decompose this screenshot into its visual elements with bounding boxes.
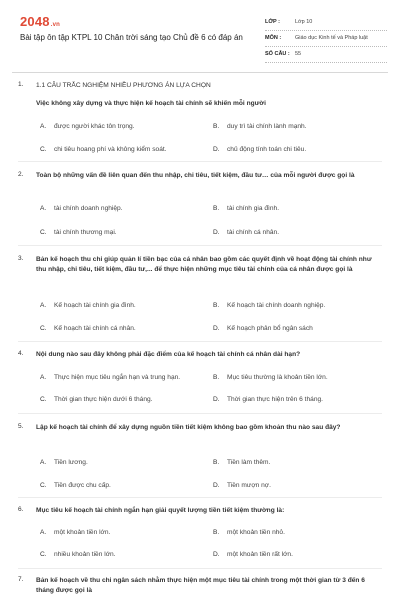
option-d[interactable] <box>213 482 271 489</box>
option-letter: C. <box>40 146 47 153</box>
option-letter: A. <box>40 205 47 212</box>
question-number: 3. <box>18 255 24 262</box>
option-text: Thực hiện mục tiêu ngắn hạn và trung hạn. <box>54 374 181 381</box>
meta-value: Giáo dục Kinh tế và Pháp luật <box>295 35 368 41</box>
option-text: tài chính gia đình. <box>227 205 280 212</box>
option-a[interactable] <box>40 459 88 466</box>
option-letter: A. <box>40 123 47 130</box>
option-letter: C. <box>40 482 47 489</box>
logo-suffix: .vn <box>50 22 61 28</box>
option-b[interactable] <box>213 302 325 309</box>
meta-row-count <box>265 48 387 63</box>
option-letter: B. <box>213 302 220 309</box>
question-text: Lập kế hoạch tài chính để xây dựng nguồn tiền tiết kiệm không bao gồm khoản thu nào sau đây? <box>36 424 341 431</box>
option-text: Thời gian thực hiện trên 6 tháng. <box>227 396 323 403</box>
question-text: Toàn bộ những vấn đề liên quan đến thu nhập, chi tiêu, tiết kiệm, đầu tư… của mỗi người được gọi là <box>36 172 355 179</box>
option-letter: B. <box>213 529 220 536</box>
option-d[interactable] <box>213 551 293 558</box>
option-text: Tiền được chu cấp. <box>54 482 111 489</box>
option-text: Kế hoạch tài chính doanh nghiệp. <box>227 302 326 309</box>
option-letter: D. <box>213 229 220 236</box>
option-letter: D. <box>213 482 220 489</box>
option-letter: A. <box>40 529 47 536</box>
option-letter: A. <box>40 374 47 381</box>
option-letter: B. <box>213 459 220 466</box>
option-text: Kế hoạch phân bổ ngân sách <box>227 325 313 332</box>
option-c[interactable] <box>40 482 111 489</box>
option-b[interactable] <box>213 205 279 212</box>
option-letter: D. <box>213 551 220 558</box>
option-letter: B. <box>213 123 220 130</box>
document-meta <box>265 16 387 64</box>
question-text: Nội dung nào sau đây không phải đặc điểm của kế hoạch tài chính cá nhân dài hạn? <box>36 351 301 358</box>
question-divider <box>18 341 382 342</box>
document-header <box>12 10 388 62</box>
logo-text: 2048 <box>20 14 50 29</box>
option-text: tài chính thương mại. <box>54 229 117 236</box>
question-text: Việc không xây dựng và thực hiện kế hoạch tài chính sẽ khiến mỗi người <box>36 100 266 107</box>
option-letter: D. <box>213 146 220 153</box>
meta-value: 55 <box>295 51 302 57</box>
question-number: 4. <box>18 350 24 357</box>
option-letter: D. <box>213 396 220 403</box>
option-text: tài chính doanh nghiệp. <box>54 205 123 212</box>
option-text: một khoản tiền rất lớn. <box>227 551 293 558</box>
option-text: một khoản tiền nhỏ. <box>227 529 285 536</box>
question-divider <box>18 245 382 246</box>
option-d[interactable] <box>213 146 306 153</box>
meta-key: MÔN : <box>265 35 282 41</box>
option-c[interactable] <box>40 229 117 236</box>
option-text: được người khác tôn trọng. <box>54 123 135 130</box>
option-text: Mục tiêu thường là khoản tiền lớn. <box>227 374 328 381</box>
section-heading: 1.1 CÂU TRẮC NGHIỆM NHIỀU PHƯƠNG ÁN LỰA CHỌN <box>36 82 211 89</box>
option-letter: C. <box>40 551 47 558</box>
option-d[interactable] <box>213 396 323 403</box>
meta-value: Lớp 10 <box>295 19 313 25</box>
question-number: 5. <box>18 423 24 430</box>
option-b[interactable] <box>213 374 328 381</box>
meta-key: LỚP : <box>265 19 280 25</box>
option-b[interactable] <box>213 529 285 536</box>
option-c[interactable] <box>40 146 167 153</box>
question-text: Mục tiêu kế hoạch tài chính ngắn hạn giải quyết lượng tiền tiết kiệm thường là: <box>36 507 285 514</box>
question-divider <box>18 413 382 414</box>
site-logo[interactable] <box>20 14 60 29</box>
option-text: Kế hoạch tài chính gia đình. <box>54 302 136 309</box>
option-a[interactable] <box>40 123 135 130</box>
option-letter: C. <box>40 325 47 332</box>
option-text: Tiền làm thêm. <box>227 459 271 466</box>
question-text: Bản kế hoạch thu chi giúp quản lí tiền bạc của cá nhân bao gồm các quyết định về hoạt động tài chính như thu nhập, chi tiêu, tiết kiệm, đầu tư,... để thực hiện những mục tiêu tài chính của cá nhân được gọi là <box>36 256 372 273</box>
document-title: Bài tập ôn tập KTPL 10 Chân trời sáng tạo Chủ đề 6 có đáp án <box>20 33 243 42</box>
option-letter: D. <box>213 325 220 332</box>
option-a[interactable] <box>40 529 110 536</box>
option-text: một khoản tiền lớn. <box>54 529 111 536</box>
question-number: 1. <box>18 81 24 88</box>
option-b[interactable] <box>213 459 270 466</box>
option-text: nhiều khoản tiền lớn. <box>54 551 116 558</box>
option-text: Thời gian thực hiện dưới 6 tháng. <box>54 396 153 403</box>
option-letter: A. <box>40 459 47 466</box>
option-text: chi tiêu hoang phí và không kiểm soát. <box>54 146 167 153</box>
option-letter: A. <box>40 302 47 309</box>
option-text: Tiền mượn nợ. <box>227 482 271 489</box>
meta-key: SỐ CÂU : <box>265 51 290 57</box>
option-text: Tiền lương. <box>54 459 88 466</box>
option-letter: B. <box>213 374 220 381</box>
option-letter: C. <box>40 229 47 236</box>
meta-row-subject <box>265 32 387 47</box>
option-a[interactable] <box>40 374 180 381</box>
question-divider <box>18 497 382 498</box>
option-text: Kế hoạch tài chính cá nhân. <box>54 325 136 332</box>
option-a[interactable] <box>40 302 136 309</box>
option-d[interactable] <box>213 229 279 236</box>
question-divider <box>18 568 382 569</box>
option-c[interactable] <box>40 325 136 332</box>
question-divider <box>18 161 382 162</box>
option-a[interactable] <box>40 205 123 212</box>
option-text: tài chính cá nhân. <box>227 229 280 236</box>
meta-row-class <box>265 16 387 31</box>
option-letter: C. <box>40 396 47 403</box>
option-d[interactable] <box>213 325 313 332</box>
option-c[interactable] <box>40 551 116 558</box>
question-text: Bản kế hoạch về thu chi ngân sách nhằm thực hiện một mục tiêu tài chính trong một thời gian từ 3 đến 6 tháng được gọi là <box>36 577 365 594</box>
header-divider <box>12 72 388 73</box>
question-number: 7. <box>18 576 24 583</box>
option-text: duy trì tài chính lành mạnh. <box>227 123 307 130</box>
question-number: 6. <box>18 506 24 513</box>
option-c[interactable] <box>40 396 153 403</box>
option-letter: B. <box>213 205 220 212</box>
option-text: chủ động tính toán chi tiêu. <box>227 146 307 153</box>
question-number: 2. <box>18 171 24 178</box>
option-b[interactable] <box>213 123 307 130</box>
